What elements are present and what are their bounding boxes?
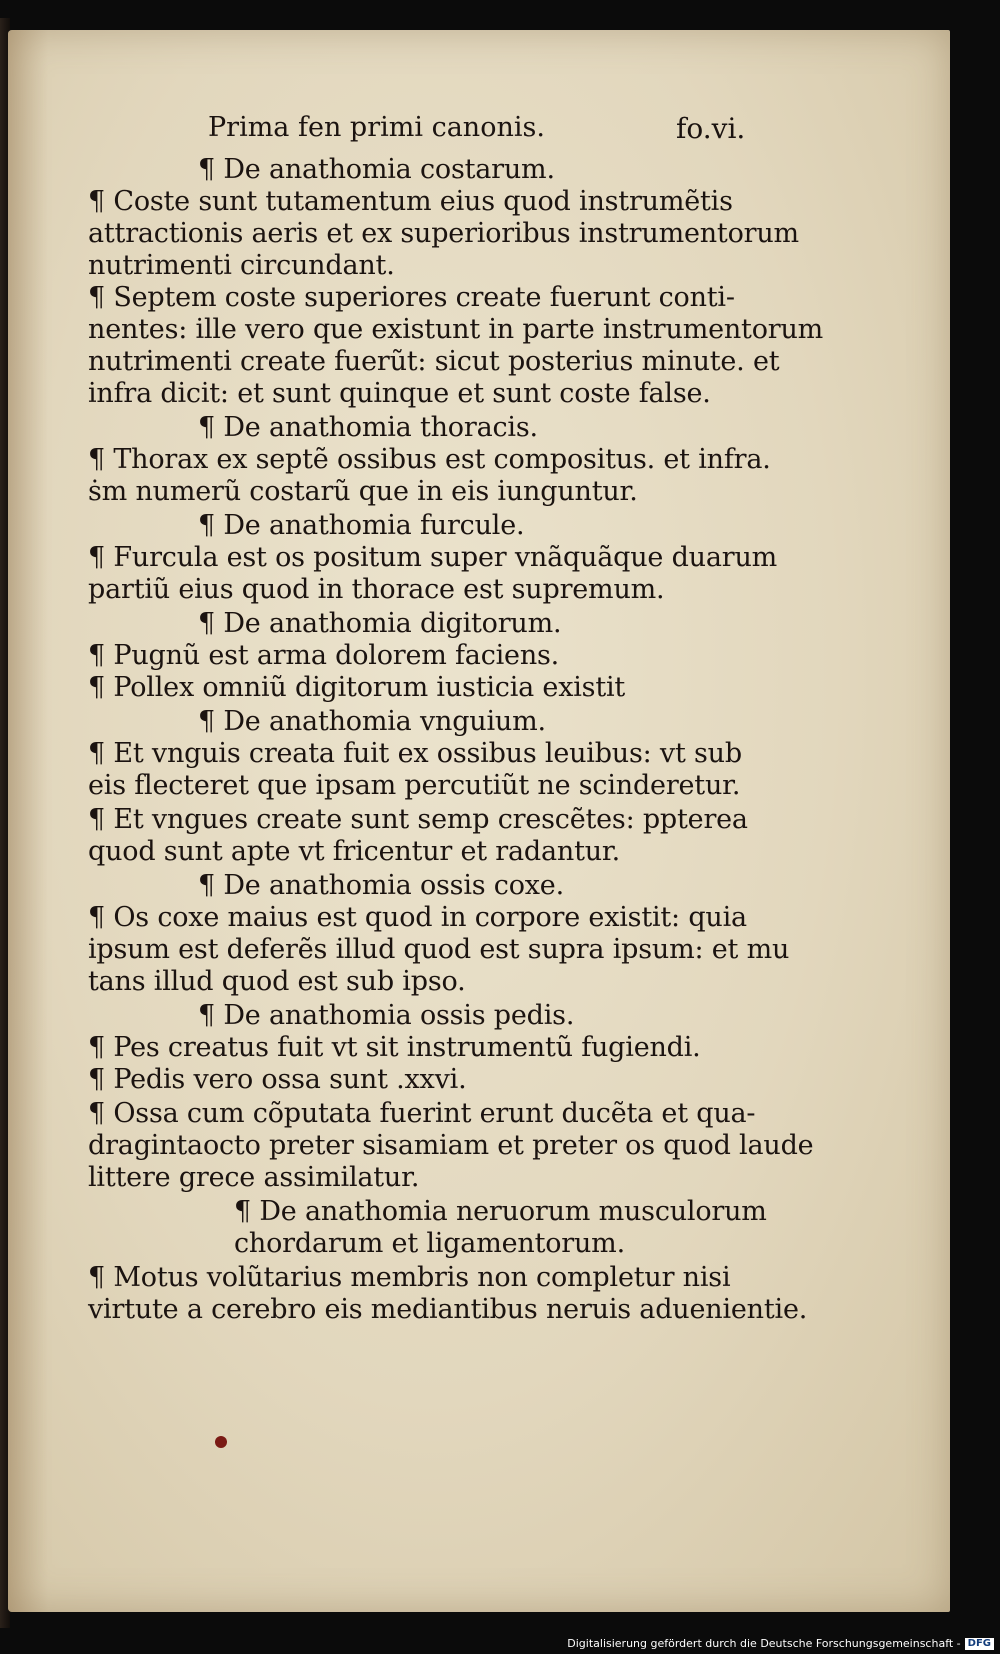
text-line: nutrimenti create fuerũt: sicut posterius minute. et bbox=[88, 346, 780, 377]
folio-number: fo.vi. bbox=[676, 112, 746, 145]
text-line: dragintaocto preter sisamiam et preter os quod laude bbox=[88, 1130, 814, 1161]
text-line: ¶ Et vngues create sunt semp crescẽtes: ppterea bbox=[88, 804, 748, 835]
text-line: ¶ Pedis vero ossa sunt .xxvi. bbox=[88, 1064, 467, 1095]
text-line: ¶ Pollex omniũ digitorum iusticia existit bbox=[88, 672, 626, 703]
text-line: virtute a cerebro eis mediantibus neruis aduenientie. bbox=[88, 1294, 808, 1325]
text-line: nutrimenti circundant. bbox=[88, 250, 395, 281]
text-line: partiũ eius quod in thorace est supremum. bbox=[88, 574, 665, 605]
text-line: littere grece assimilatur. bbox=[88, 1162, 420, 1193]
section-heading: ¶ De anathomia digitorum. bbox=[198, 608, 562, 639]
text-line: ipsum est deferẽs illud quod est supra ipsum: et mu bbox=[88, 934, 790, 965]
text-line: ¶ Thorax ex septẽ ossibus est compositus. et infra. bbox=[88, 444, 771, 475]
text-line: ¶ Coste sunt tutamentum eius quod instrumẽtis bbox=[88, 186, 733, 217]
section-heading: chordarum et ligamentorum. bbox=[234, 1228, 625, 1259]
text-line: eis flecteret que ipsam percutiũt ne scinderetur. bbox=[88, 770, 741, 801]
text-line: quod sunt apte vt fricentur et radantur. bbox=[88, 836, 621, 867]
credit-text: Digitalisierung gefördert durch die Deutsche Forschungsgemeinschaft - bbox=[567, 1637, 961, 1650]
section-heading: ¶ De anathomia furcule. bbox=[198, 510, 525, 541]
ink-dot-mark bbox=[215, 1436, 227, 1448]
section-heading: ¶ De anathomia neruorum musculorum bbox=[234, 1196, 767, 1227]
section-heading: ¶ De anathomia ossis pedis. bbox=[198, 1000, 575, 1031]
text-line: ¶ Motus volũtarius membris non completur nisi bbox=[88, 1262, 731, 1293]
section-heading: ¶ De anathomia costarum. bbox=[198, 154, 555, 185]
text-line: ¶ Ossa cum cõputata fuerint erunt ducẽta et qua- bbox=[88, 1098, 756, 1129]
book-page bbox=[8, 30, 950, 1612]
text-line: ¶ Os coxe maius est quod in corpore existit: quia bbox=[88, 902, 747, 933]
text-line: attractionis aeris et ex superioribus instrumentorum bbox=[88, 218, 799, 249]
text-line: infra dicit: et sunt quinque et sunt coste false. bbox=[88, 378, 711, 409]
text-line: ṡm numerũ costarũ que in eis iunguntur. bbox=[88, 476, 638, 507]
text-line: ¶ Pugnũ est arma dolorem faciens. bbox=[88, 640, 560, 671]
text-line: tans illud quod est sub ipso. bbox=[88, 966, 466, 997]
running-title: Prima fen primi canonis. bbox=[208, 112, 545, 143]
page-text bbox=[8, 30, 950, 1612]
text-line: ¶ Septem coste superiores create fuerunt conti- bbox=[88, 282, 735, 313]
text-line: nentes: ille vero que existunt in parte instrumentorum bbox=[88, 314, 824, 345]
text-line: ¶ Furcula est os positum super vnãquãque duarum bbox=[88, 542, 778, 573]
section-heading: ¶ De anathomia thoracis. bbox=[198, 412, 538, 443]
text-line: ¶ Pes creatus fuit vt sit instrumentũ fugiendi. bbox=[88, 1032, 701, 1063]
section-heading: ¶ De anathomia vnguium. bbox=[198, 706, 546, 737]
dfg-logo-icon: DFG bbox=[965, 1638, 994, 1650]
section-heading: ¶ De anathomia ossis coxe. bbox=[198, 870, 564, 901]
text-line: ¶ Et vnguis creata fuit ex ossibus leuibus: vt sub bbox=[88, 738, 742, 769]
digitization-credit bbox=[567, 1637, 994, 1650]
